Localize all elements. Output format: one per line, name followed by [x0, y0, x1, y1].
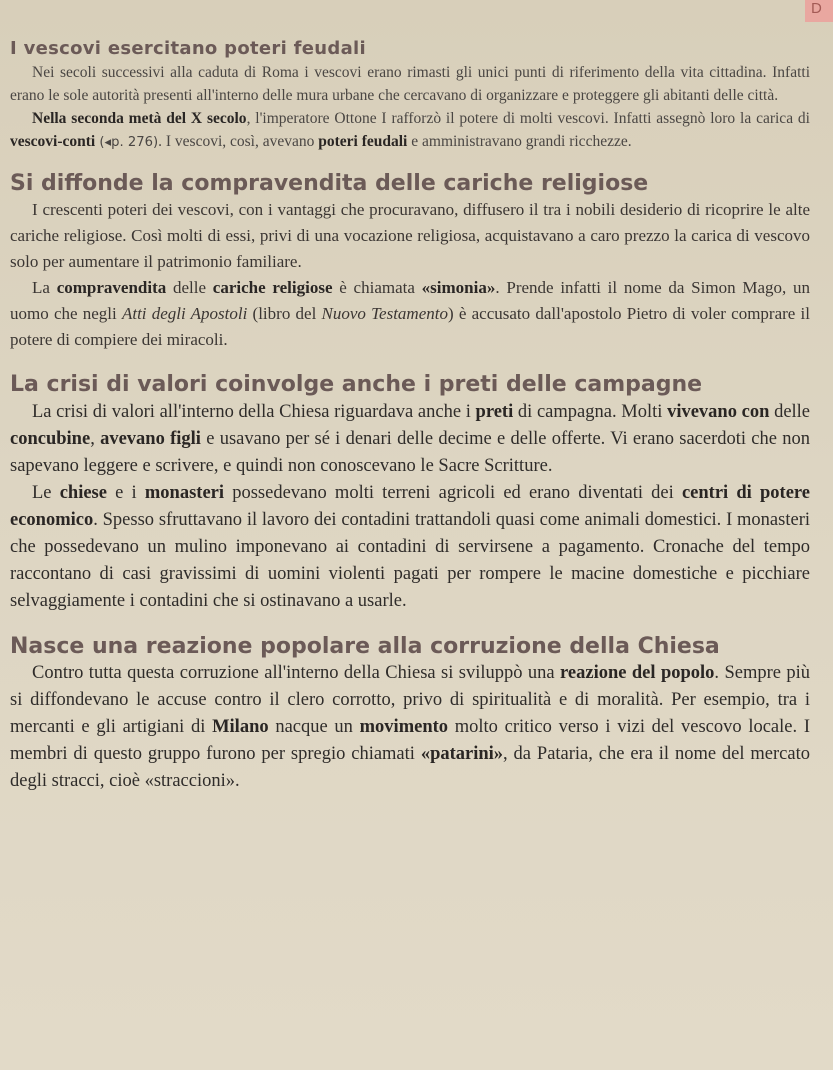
section-vescovi-poteri-feudali [10, 38, 810, 154]
section-reazione-popolare [10, 633, 810, 796]
bold-term: «patarini» [420, 744, 504, 764]
section-heading: Si diffonde la compravendita delle cariche religiose [10, 170, 649, 196]
section-compravendita-cariche [10, 170, 810, 354]
bold-term: concubine [10, 428, 91, 449]
bold-term: chiese [59, 482, 107, 503]
italic-title: Atti degli Apostoli [121, 304, 248, 323]
paragraph: Nei secoli successivi alla caduta di Roma i vescovi erano rimasti gli unici punti di riferimento della vita cittadina. Infatti erano le sole autorità presenti all'interno delle mura urbane che cercavano di organizzare e proteggere gli abitanti delle città. [10, 63, 810, 104]
bold-term: monasteri [144, 482, 225, 503]
page-reference: (◂p. 276) [95, 134, 159, 150]
bold-term: vescovi-conti [10, 132, 96, 150]
paragraph: Le chiese e i monasteri possedevano molti terreni agricoli ed erano diventati dei centri di potere economico. Spesso sfruttavano il lavoro dei contadini trattandoli quasi come animali domestici. I monasteri che possedevano un mulino imponevano ai contadini di servirsene a pagamento. Cronache del tempo raccontano di casi gravissimi di uomini violenti pagati per rompere le macine domestiche e picchiare selvaggiamente i contadini che si ostinavano a usarle. [10, 482, 810, 611]
bold-term: movimento [359, 717, 449, 737]
bold-term: poteri feudali [318, 132, 408, 150]
paragraph: Contro tutta questa corruzione all'interno della Chiesa si sviluppò una reazione del popolo. Sempre più si diffondevano le accuse contro il clero corrotto, privo di spiritualità e di moralità. Per esempio, tra i mercanti e gli artigiani di Milano nacque un movimento molto critico verso i vizi del vescovo locale. I membri di questo gruppo furono per spregio chiamati «patarini», da Pataria, che era il nome del mercato degli stracci, cioè «straccioni». [10, 663, 811, 791]
section-heading: La crisi di valori coinvolge anche i preti delle campagne [10, 372, 703, 397]
paragraph: Nella seconda metà del X secolo, l'imperatore Ottone I rafforzò il potere di molti vescovi. Infatti assegnò loro la carica di vescovi-conti (◂p. 276). I vescovi, così, avevano poteri feudali e amministravano grandi ricchezze. [10, 109, 810, 150]
section-heading: Nasce una reazione popolare alla corruzione della Chiesa [10, 633, 720, 659]
bold-term: preti [475, 401, 514, 422]
bold-term: Nella seconda metà del X secolo [32, 109, 247, 127]
bold-term: vivevano con [667, 401, 770, 422]
bold-term: «simonia» [421, 278, 496, 297]
bold-term: Milano [212, 717, 269, 737]
paragraph: I crescenti poteri dei vescovi, con i vantaggi che procuravano, diffusero il tra i nobili desiderio di ricoprire le alte cariche religiose. Così molti di essi, privi di una vocazione religiosa, acquistavano a caro prezzo la carica di vescovo solo per aumentare il patrimonio familiare. [10, 200, 810, 271]
bold-term: avevano figli [100, 428, 201, 449]
paragraph: La crisi di valori all'interno della Chiesa riguardava anche i preti di campagna. Molti vivevano con delle concubine, avevano figli e usavano per sé i denari delle decime e delle offerte. Vi erano sacerdoti che non sapevano leggere e scrivere, e quindi non conoscevano le Sacre Scritture. [10, 401, 811, 476]
bold-term: centri di potere economico [10, 482, 810, 530]
italic-title: Nuovo Testamento [321, 304, 448, 323]
page-corner-tab: D [805, 0, 833, 22]
page-content [10, 38, 810, 795]
paragraph: La compravendita delle cariche religiose è chiamata «simonia». Prende infatti il nome da Simon Mago, un uomo che negli Atti degli Apostoli (libro del Nuovo Testamento) è accusato dall'apostolo Pietro di voler comprare il potere di compiere dei miracoli. [10, 278, 810, 349]
bold-term: compravendita [56, 278, 167, 297]
section-heading: I vescovi esercitano poteri feudali [10, 38, 366, 59]
bold-term: cariche religiose [212, 278, 333, 297]
section-crisi-preti-campagne [10, 371, 810, 615]
bold-term: reazione del popolo [560, 663, 715, 683]
